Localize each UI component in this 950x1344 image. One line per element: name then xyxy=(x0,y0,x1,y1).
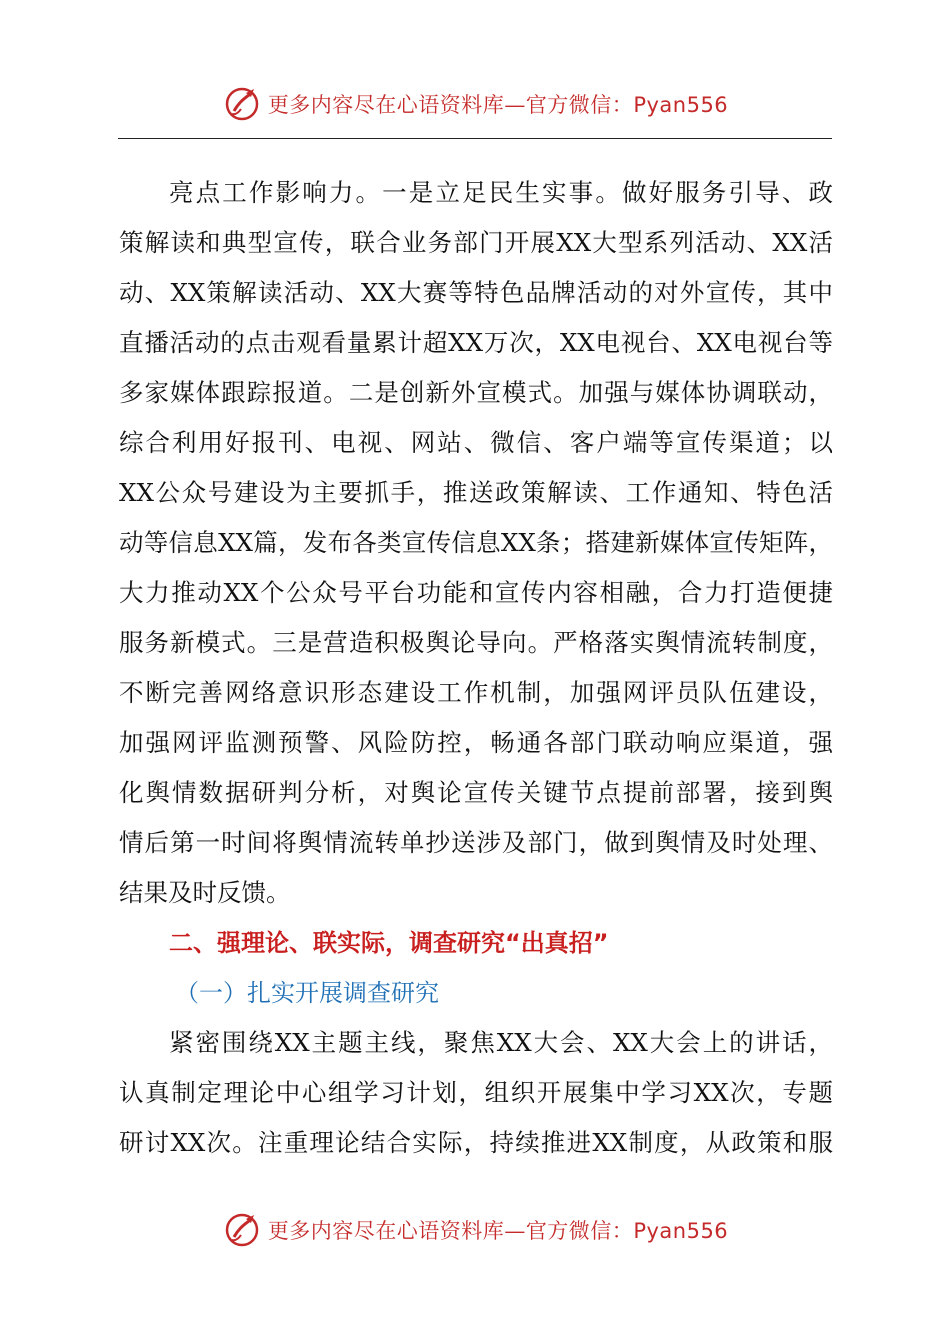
paragraph-line: 动、XX策解读活动、XX大赛等特色品牌活动的对外宣传，其中 xyxy=(119,278,833,307)
footer-banner-title: 更多内容尽在心语资料库 xyxy=(267,1219,505,1243)
header-banner-title: 更多内容尽在心语资料库 xyxy=(267,93,505,117)
paragraph-line: 多家媒体跟踪报道。二是创新外宣模式。加强与媒体协调联动， xyxy=(119,378,833,407)
document-body xyxy=(119,168,833,1168)
paragraph-line: 亮点工作影响力。一是立足民生实事。做好服务引导、政 xyxy=(169,178,833,207)
paragraph-line: 直播活动的点击观看量累计超XX万次，XX电视台、XX电视台等 xyxy=(119,328,833,357)
paragraph-line: 动等信息XX篇，发布各类宣传信息XX条；搭建新媒体宣传矩阵， xyxy=(119,528,833,557)
subsection-heading: （一）扎实开展调查研究 xyxy=(175,979,439,1007)
paragraph-line: 不断完善网络意识形态建设工作机制，加强网评员队伍建设， xyxy=(119,678,833,707)
paragraph-line: 综合利用好报刊、电视、网站、微信、客户端等宣传渠道；以 xyxy=(119,428,833,457)
paragraph-line: 认真制定理论中心组学习计划，组织开展集中学习XX次，专题 xyxy=(119,1078,833,1107)
paragraph-1 xyxy=(119,168,833,918)
paragraph-line: 策解读和典型宣传，联合业务部门开展XX大型系列活动、XX活 xyxy=(119,228,833,257)
paragraph-line: 紧密围绕XX主题主线，聚焦XX大会、XX大会上的讲话， xyxy=(169,1028,833,1057)
paragraph-line: 加强网评监测预警、风险防控，畅通各部门联动响应渠道，强 xyxy=(119,728,833,757)
paragraph-line: 情后第一时间将舆情流转单抄送涉及部门，做到舆情及时处理、 xyxy=(119,828,833,857)
footer-banner-text xyxy=(268,1215,728,1245)
paragraph-line: 研讨XX次。注重理论结合实际，持续推进XX制度，从政策和服 xyxy=(119,1128,833,1157)
header-wechat-id: Pyan556 xyxy=(633,93,729,117)
header-banner-text xyxy=(268,89,728,119)
header-separator: — xyxy=(504,93,526,117)
paragraph-line: 结果及时反馈。 xyxy=(119,878,291,907)
section-heading: 二、强理论、联实际，调查研究“出真招” xyxy=(169,929,609,957)
header-divider xyxy=(118,138,832,139)
footer-wechat-id: Pyan556 xyxy=(633,1219,729,1243)
footer-wechat-label: 官方微信： xyxy=(525,1219,634,1243)
paragraph-line: 大力推动XX个公众号平台功能和宣传内容相融，合力打造便捷 xyxy=(119,578,833,607)
paragraph-line: 化舆情数据研判分析，对舆论宣传关键节点提前部署，接到舆 xyxy=(119,778,833,807)
footer-separator: — xyxy=(504,1219,526,1243)
header-banner xyxy=(0,82,950,126)
paragraph-line: 服务新模式。三是营造积极舆论导向。严格落实舆情流转制度， xyxy=(119,628,833,657)
header-wechat-label: 官方微信： xyxy=(525,93,634,117)
paragraph-line: XX公众号建设为主要抓手，推送政策解读、工作通知、特色活 xyxy=(119,478,833,507)
footer-banner xyxy=(0,1208,950,1252)
pen-logo-icon xyxy=(222,1210,262,1250)
pen-logo-icon xyxy=(222,84,262,124)
paragraph-2 xyxy=(119,1018,833,1168)
